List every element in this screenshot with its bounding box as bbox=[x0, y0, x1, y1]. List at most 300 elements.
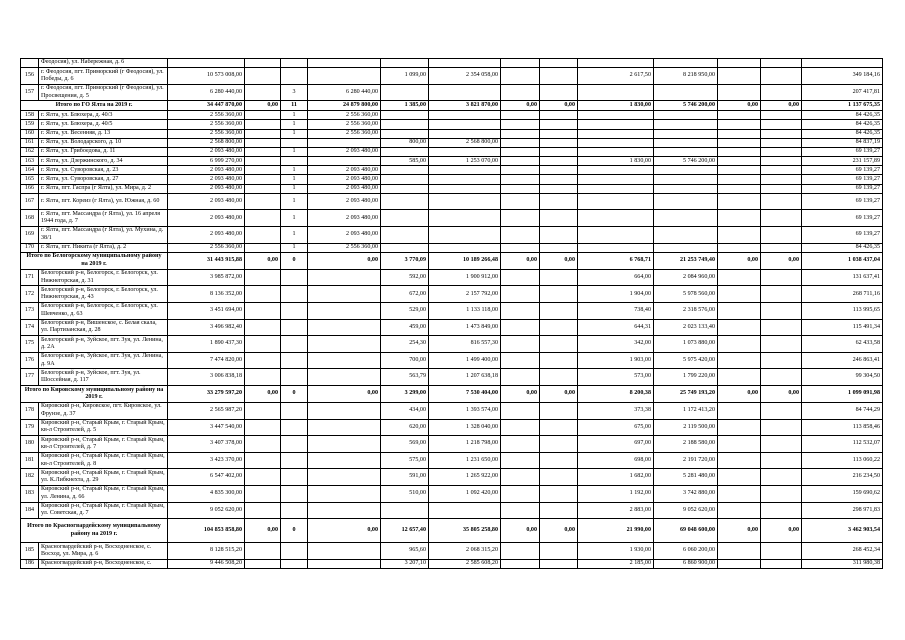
value-cell bbox=[281, 469, 308, 486]
value-cell: 84 426,35 bbox=[802, 243, 883, 252]
value-cell bbox=[578, 184, 654, 193]
value-cell bbox=[381, 147, 429, 156]
value-cell bbox=[654, 138, 718, 147]
value-cell bbox=[308, 485, 381, 502]
value-cell: 2 556 360,00 bbox=[168, 243, 245, 252]
value-cell: 113 060,22 bbox=[802, 452, 883, 469]
value-cell bbox=[501, 543, 540, 560]
value-cell: 6 999 270,00 bbox=[168, 157, 245, 166]
value-cell bbox=[501, 84, 540, 101]
value-cell bbox=[578, 84, 654, 101]
table-row bbox=[21, 210, 883, 227]
table-row bbox=[21, 166, 883, 175]
value-cell: 2 568 800,00 bbox=[168, 138, 245, 147]
value-cell: 800,00 bbox=[381, 138, 429, 147]
value-cell bbox=[501, 559, 540, 568]
value-cell bbox=[281, 452, 308, 469]
value-cell bbox=[245, 336, 281, 353]
value-cell: 2 556 360,00 bbox=[168, 129, 245, 138]
value-cell bbox=[761, 111, 802, 120]
value-cell: 2 883,00 bbox=[578, 502, 654, 519]
table-row bbox=[21, 419, 883, 436]
value-cell: 1 099 091,98 bbox=[802, 385, 883, 402]
table-row bbox=[21, 369, 883, 386]
value-cell bbox=[540, 84, 578, 101]
value-cell bbox=[761, 436, 802, 453]
value-cell bbox=[654, 147, 718, 156]
value-cell: 69 139,27 bbox=[802, 175, 883, 184]
value-cell bbox=[501, 319, 540, 336]
value-cell bbox=[281, 286, 308, 303]
value-cell: 2 093 480,00 bbox=[168, 166, 245, 175]
value-cell: 62 433,58 bbox=[802, 336, 883, 353]
value-cell bbox=[501, 369, 540, 386]
value-cell: 3 423 370,00 bbox=[168, 452, 245, 469]
value-cell bbox=[308, 303, 381, 320]
value-cell bbox=[308, 543, 381, 560]
value-cell bbox=[718, 419, 761, 436]
value-cell bbox=[540, 227, 578, 244]
value-cell: 592,00 bbox=[381, 269, 429, 286]
value-cell: 10 189 266,48 bbox=[429, 252, 501, 269]
value-cell: 1 bbox=[281, 147, 308, 156]
total-row bbox=[21, 101, 883, 111]
value-cell: 2 354 058,00 bbox=[429, 68, 501, 85]
row-number: 164 bbox=[21, 166, 39, 175]
value-cell bbox=[540, 210, 578, 227]
value-cell: 1 092 420,00 bbox=[429, 485, 501, 502]
value-cell bbox=[718, 111, 761, 120]
value-cell bbox=[381, 111, 429, 120]
value-cell bbox=[761, 227, 802, 244]
total-row bbox=[21, 252, 883, 269]
value-cell: 664,00 bbox=[578, 269, 654, 286]
value-cell: 1 890 437,30 bbox=[168, 336, 245, 353]
value-cell: 3 462 903,54 bbox=[802, 519, 883, 543]
value-cell: 69 139,27 bbox=[802, 184, 883, 193]
table-row bbox=[21, 452, 883, 469]
value-cell bbox=[540, 402, 578, 419]
value-cell bbox=[501, 166, 540, 175]
table-row bbox=[21, 138, 883, 147]
value-cell bbox=[381, 502, 429, 519]
table-row bbox=[21, 303, 883, 320]
value-cell: 311 980,38 bbox=[802, 559, 883, 568]
value-cell: 3 821 870,00 bbox=[429, 101, 501, 111]
value-cell: 349 184,16 bbox=[802, 68, 883, 85]
value-cell bbox=[761, 352, 802, 369]
value-cell bbox=[501, 193, 540, 210]
value-cell bbox=[718, 68, 761, 85]
address-cell: Красногвардейский р-н, Восходненское, с. bbox=[39, 559, 168, 568]
address-cell: Белогорский р-н, Вишенское, с. Белая скала, ул. Партизанская, д. 28 bbox=[39, 319, 168, 336]
value-cell bbox=[761, 147, 802, 156]
value-cell bbox=[654, 227, 718, 244]
value-cell: 1 830,00 bbox=[578, 157, 654, 166]
address-cell: Кировский р-н, Старый Крым, г. Старый Крым, кв-л Строителей, д. 8 bbox=[39, 452, 168, 469]
value-cell: 69 139,27 bbox=[802, 147, 883, 156]
value-cell bbox=[802, 59, 883, 68]
value-cell: 0,00 bbox=[501, 519, 540, 543]
value-cell bbox=[718, 84, 761, 101]
value-cell bbox=[381, 84, 429, 101]
value-cell: 0,00 bbox=[501, 385, 540, 402]
value-cell: 1 bbox=[281, 227, 308, 244]
address-cell: Белогорский р-н, Зуйское, пгт. Зуя, ул. Шоссейная, д. 117 bbox=[39, 369, 168, 386]
value-cell: 2 556 360,00 bbox=[308, 111, 381, 120]
value-cell bbox=[540, 129, 578, 138]
value-cell: 1 133 118,00 bbox=[429, 303, 501, 320]
value-cell bbox=[540, 419, 578, 436]
row-number: 167 bbox=[21, 193, 39, 210]
value-cell bbox=[761, 543, 802, 560]
row-number: 160 bbox=[21, 129, 39, 138]
value-cell: 2 093 480,00 bbox=[308, 227, 381, 244]
value-cell bbox=[245, 352, 281, 369]
total-row bbox=[21, 519, 883, 543]
value-cell: 1 930,00 bbox=[578, 543, 654, 560]
value-cell: 1 099,00 bbox=[381, 68, 429, 85]
value-cell: 1 bbox=[281, 120, 308, 129]
value-cell bbox=[501, 138, 540, 147]
value-cell bbox=[281, 369, 308, 386]
value-cell: 1 682,00 bbox=[578, 469, 654, 486]
value-cell: 1 328 040,00 bbox=[429, 419, 501, 436]
value-cell bbox=[308, 452, 381, 469]
value-cell: 11 bbox=[281, 101, 308, 111]
value-cell bbox=[718, 319, 761, 336]
value-cell bbox=[245, 147, 281, 156]
value-cell: 2 556 360,00 bbox=[308, 129, 381, 138]
value-cell bbox=[381, 210, 429, 227]
value-cell bbox=[718, 543, 761, 560]
value-cell: 24 879 800,00 bbox=[308, 101, 381, 111]
value-cell: 0,00 bbox=[501, 101, 540, 111]
value-cell bbox=[540, 502, 578, 519]
value-cell bbox=[308, 59, 381, 68]
value-cell: 115 491,34 bbox=[802, 319, 883, 336]
address-cell: г. Феодосия, пгт. Приморский (г Феодосия), ул. Просвещения, д. 5 bbox=[39, 84, 168, 101]
value-cell bbox=[308, 559, 381, 568]
value-cell: 2 093 480,00 bbox=[168, 184, 245, 193]
value-cell: 3 207,10 bbox=[381, 559, 429, 568]
value-cell: 0,00 bbox=[761, 385, 802, 402]
value-cell bbox=[501, 129, 540, 138]
value-cell bbox=[501, 120, 540, 129]
value-cell bbox=[761, 175, 802, 184]
value-cell: 1 bbox=[281, 184, 308, 193]
value-cell bbox=[308, 336, 381, 353]
value-cell: 529,00 bbox=[381, 303, 429, 320]
value-cell: 9 052 620,00 bbox=[654, 502, 718, 519]
value-cell bbox=[245, 303, 281, 320]
value-cell bbox=[501, 243, 540, 252]
value-cell bbox=[540, 269, 578, 286]
value-cell bbox=[245, 369, 281, 386]
value-cell bbox=[718, 175, 761, 184]
value-cell bbox=[654, 184, 718, 193]
value-cell: 2 617,50 bbox=[578, 68, 654, 85]
value-cell bbox=[540, 559, 578, 568]
value-cell bbox=[761, 68, 802, 85]
value-cell bbox=[540, 147, 578, 156]
value-cell bbox=[245, 452, 281, 469]
table-row bbox=[21, 352, 883, 369]
row-number: 156 bbox=[21, 68, 39, 85]
value-cell bbox=[501, 419, 540, 436]
address-cell: г. Ялта, пгт. Кореиз (г Ялта), ул. Южная, д. 60 bbox=[39, 193, 168, 210]
budget-table bbox=[20, 58, 883, 569]
value-cell bbox=[245, 120, 281, 129]
value-cell bbox=[501, 469, 540, 486]
table-row bbox=[21, 59, 883, 68]
value-cell: 9 052 620,00 bbox=[168, 502, 245, 519]
value-cell: 1 bbox=[281, 111, 308, 120]
value-cell: 5 978 560,00 bbox=[654, 286, 718, 303]
value-cell bbox=[654, 243, 718, 252]
value-cell: 10 573 008,00 bbox=[168, 68, 245, 85]
value-cell: 12 657,40 bbox=[381, 519, 429, 543]
row-number: 175 bbox=[21, 336, 39, 353]
value-cell bbox=[578, 227, 654, 244]
value-cell bbox=[245, 286, 281, 303]
value-cell bbox=[578, 175, 654, 184]
value-cell bbox=[540, 336, 578, 353]
value-cell: 254,30 bbox=[381, 336, 429, 353]
value-cell: 965,60 bbox=[381, 543, 429, 560]
value-cell: 2 556 360,00 bbox=[308, 243, 381, 252]
value-cell: 6 860 900,00 bbox=[654, 559, 718, 568]
value-cell bbox=[540, 59, 578, 68]
value-cell: 698,00 bbox=[578, 452, 654, 469]
address-cell: г. Ялта, пгт. Массандра (г Ялта), ул. 16 апреля 1944 года, д. 7 bbox=[39, 210, 168, 227]
value-cell: 69 139,27 bbox=[802, 227, 883, 244]
value-cell: 342,00 bbox=[578, 336, 654, 353]
value-cell bbox=[540, 157, 578, 166]
value-cell: 675,00 bbox=[578, 419, 654, 436]
value-cell bbox=[761, 319, 802, 336]
value-cell: 1 bbox=[281, 166, 308, 175]
value-cell: 1 038 437,04 bbox=[802, 252, 883, 269]
value-cell: 1 904,00 bbox=[578, 286, 654, 303]
value-cell bbox=[718, 452, 761, 469]
value-cell bbox=[501, 452, 540, 469]
value-cell bbox=[761, 193, 802, 210]
value-cell bbox=[429, 166, 501, 175]
value-cell: 0,00 bbox=[245, 519, 281, 543]
value-cell bbox=[501, 184, 540, 193]
value-cell bbox=[245, 543, 281, 560]
value-cell: 2 084 960,00 bbox=[654, 269, 718, 286]
row-number: 157 bbox=[21, 84, 39, 101]
value-cell bbox=[761, 286, 802, 303]
value-cell: 113 995,65 bbox=[802, 303, 883, 320]
value-cell bbox=[308, 319, 381, 336]
value-cell bbox=[381, 243, 429, 252]
value-cell bbox=[308, 157, 381, 166]
value-cell bbox=[718, 243, 761, 252]
value-cell bbox=[308, 469, 381, 486]
value-cell bbox=[718, 485, 761, 502]
value-cell bbox=[501, 485, 540, 502]
value-cell bbox=[540, 138, 578, 147]
value-cell bbox=[501, 175, 540, 184]
value-cell: 672,00 bbox=[381, 286, 429, 303]
value-cell bbox=[308, 419, 381, 436]
table-body bbox=[21, 59, 883, 569]
value-cell bbox=[761, 59, 802, 68]
value-cell: 8 200,38 bbox=[578, 385, 654, 402]
address-cell: г. Ялта, ул. Володарского, д. 10 bbox=[39, 138, 168, 147]
value-cell bbox=[381, 120, 429, 129]
value-cell: 1 799 220,00 bbox=[654, 369, 718, 386]
total-label: Итого по Красногвардейскому муниципальному району на 2019 г. bbox=[21, 519, 168, 543]
table-row bbox=[21, 402, 883, 419]
value-cell: 2 585 608,20 bbox=[429, 559, 501, 568]
address-cell: Кировский р-н, Старый Крым, г. Старый Крым, кв-л Строителей, д. 7 bbox=[39, 436, 168, 453]
value-cell bbox=[429, 84, 501, 101]
value-cell bbox=[281, 402, 308, 419]
value-cell bbox=[281, 352, 308, 369]
value-cell bbox=[429, 111, 501, 120]
row-number: 166 bbox=[21, 184, 39, 193]
table-row bbox=[21, 157, 883, 166]
value-cell: 2 568 800,00 bbox=[429, 138, 501, 147]
value-cell: 3 496 982,40 bbox=[168, 319, 245, 336]
value-cell: 2 093 480,00 bbox=[308, 166, 381, 175]
value-cell: 1 bbox=[281, 210, 308, 227]
value-cell bbox=[245, 184, 281, 193]
value-cell bbox=[578, 120, 654, 129]
value-cell bbox=[654, 166, 718, 175]
value-cell: 2 093 480,00 bbox=[308, 175, 381, 184]
value-cell bbox=[245, 402, 281, 419]
value-cell: 2 556 360,00 bbox=[168, 120, 245, 129]
value-cell: 2 565 987,20 bbox=[168, 402, 245, 419]
value-cell: 575,00 bbox=[381, 452, 429, 469]
value-cell: 6 768,71 bbox=[578, 252, 654, 269]
value-cell: 5 281 480,00 bbox=[654, 469, 718, 486]
value-cell: 3 742 880,00 bbox=[654, 485, 718, 502]
value-cell: 1 073 880,00 bbox=[654, 336, 718, 353]
value-cell bbox=[245, 157, 281, 166]
value-cell: 5 746 200,00 bbox=[654, 101, 718, 111]
value-cell bbox=[281, 559, 308, 568]
value-cell bbox=[245, 175, 281, 184]
value-cell bbox=[761, 485, 802, 502]
value-cell bbox=[761, 138, 802, 147]
value-cell: 1 830,00 bbox=[578, 101, 654, 111]
value-cell bbox=[501, 286, 540, 303]
value-cell bbox=[654, 84, 718, 101]
value-cell bbox=[718, 269, 761, 286]
value-cell: 84 837,19 bbox=[802, 138, 883, 147]
row-number: 162 bbox=[21, 147, 39, 156]
value-cell bbox=[281, 68, 308, 85]
value-cell: 2 093 480,00 bbox=[308, 193, 381, 210]
row-number: 158 bbox=[21, 111, 39, 120]
address-cell: г. Ялта, ул. Дзержинского, д. 34 bbox=[39, 157, 168, 166]
value-cell bbox=[718, 120, 761, 129]
value-cell: 0,00 bbox=[761, 101, 802, 111]
value-cell bbox=[245, 559, 281, 568]
value-cell bbox=[308, 138, 381, 147]
value-cell: 8 136 352,00 bbox=[168, 286, 245, 303]
row-number: 186 bbox=[21, 559, 39, 568]
value-cell: 2 191 720,00 bbox=[654, 452, 718, 469]
value-cell: 3 bbox=[281, 84, 308, 101]
value-cell bbox=[308, 436, 381, 453]
value-cell bbox=[540, 469, 578, 486]
value-cell bbox=[578, 111, 654, 120]
value-cell bbox=[654, 193, 718, 210]
value-cell bbox=[308, 402, 381, 419]
value-cell bbox=[501, 436, 540, 453]
value-cell bbox=[761, 336, 802, 353]
value-cell bbox=[718, 402, 761, 419]
value-cell bbox=[761, 166, 802, 175]
table-row bbox=[21, 68, 883, 85]
value-cell bbox=[429, 227, 501, 244]
value-cell: 9 446 508,20 bbox=[168, 559, 245, 568]
table-row bbox=[21, 269, 883, 286]
row-number: 185 bbox=[21, 543, 39, 560]
value-cell: 2 556 360,00 bbox=[168, 111, 245, 120]
value-cell bbox=[540, 111, 578, 120]
value-cell: 0,00 bbox=[718, 101, 761, 111]
value-cell: 1 473 849,00 bbox=[429, 319, 501, 336]
value-cell bbox=[501, 147, 540, 156]
value-cell bbox=[540, 543, 578, 560]
value-cell bbox=[308, 286, 381, 303]
value-cell: 216 234,50 bbox=[802, 469, 883, 486]
value-cell bbox=[429, 120, 501, 129]
value-cell bbox=[245, 243, 281, 252]
value-cell bbox=[245, 269, 281, 286]
table-row bbox=[21, 559, 883, 568]
value-cell bbox=[654, 129, 718, 138]
value-cell: 2 023 133,40 bbox=[654, 319, 718, 336]
value-cell bbox=[429, 175, 501, 184]
value-cell: 0,00 bbox=[245, 101, 281, 111]
address-cell: г. Феодосия, пгт. Приморский (г Феодосия), ул. Победы, д. 6 bbox=[39, 68, 168, 85]
value-cell bbox=[540, 286, 578, 303]
value-cell: 2 157 792,00 bbox=[429, 286, 501, 303]
value-cell: 2 318 576,00 bbox=[654, 303, 718, 320]
value-cell: 3 451 694,00 bbox=[168, 303, 245, 320]
value-cell: 3 006 838,18 bbox=[168, 369, 245, 386]
value-cell bbox=[718, 502, 761, 519]
value-cell bbox=[718, 369, 761, 386]
value-cell bbox=[501, 402, 540, 419]
value-cell: 2 093 480,00 bbox=[168, 227, 245, 244]
value-cell: 69 139,27 bbox=[802, 193, 883, 210]
value-cell: 207 417,81 bbox=[802, 84, 883, 101]
row-number: 179 bbox=[21, 419, 39, 436]
table-row bbox=[21, 286, 883, 303]
value-cell bbox=[245, 419, 281, 436]
value-cell bbox=[718, 227, 761, 244]
value-cell: 585,00 bbox=[381, 157, 429, 166]
value-cell: 6 280 440,00 bbox=[308, 84, 381, 101]
value-cell: 2 093 480,00 bbox=[308, 184, 381, 193]
table-row bbox=[21, 193, 883, 210]
row-number: 170 bbox=[21, 243, 39, 252]
value-cell bbox=[540, 485, 578, 502]
value-cell: 1 bbox=[281, 243, 308, 252]
value-cell bbox=[429, 502, 501, 519]
value-cell bbox=[761, 129, 802, 138]
